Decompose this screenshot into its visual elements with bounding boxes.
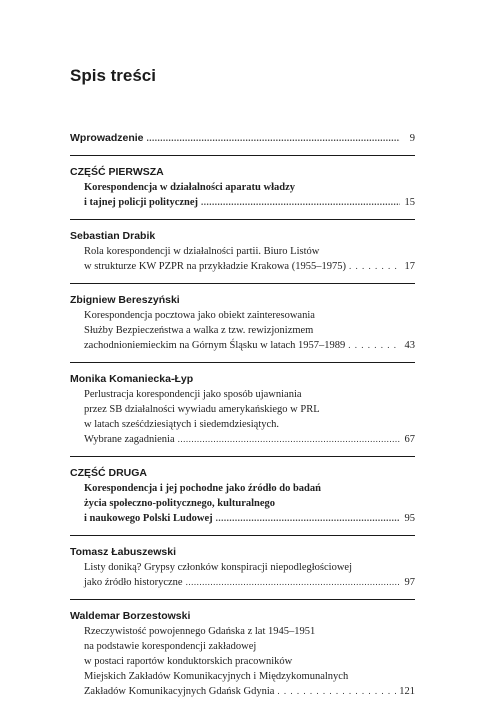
- entry-title-line: Miejskich Zakładów Komunikacyjnych i Międzykomunalnych: [84, 671, 349, 682]
- entry-title-line: Rzeczywistość powojennego Gdańska z lat 1945–1951: [84, 626, 316, 637]
- page-number: 97: [404, 577, 415, 588]
- toc-entry-part-two[interactable]: [70, 466, 415, 536]
- entry-title-text: w strukturze KW PZPR na przykładzie Krakowa (1955–1975): [84, 261, 346, 272]
- entry-title-line: Perlustracja korespondencji jako sposób ujawniania: [84, 389, 302, 400]
- leader-dots: [348, 338, 400, 353]
- author-name: Waldemar Borzestowski: [70, 610, 191, 622]
- entry-title-line-last: [84, 575, 415, 590]
- entry-heading-text: Wprowadzenie: [70, 132, 144, 144]
- toc-entry-komaniecka-lyp[interactable]: [70, 372, 415, 457]
- leader-dots: [178, 432, 400, 447]
- entry-title-text: Wybrane zagadnienia: [84, 434, 175, 445]
- entry-title-line: Listy doniką? Grypsy członków konspiracji niepodległościowej: [84, 562, 352, 573]
- toc-entry-introduction[interactable]: [70, 131, 415, 156]
- leader-dots: [277, 684, 396, 699]
- leader-dots: [147, 131, 400, 146]
- entry-title-line: przez SB działalności wywiadu amerykańskiego w PRL: [84, 404, 320, 415]
- toc-entry-heading: [70, 131, 415, 146]
- entry-title-text: zachodnioniemieckim na Górnym Śląsku w latach 1957–1989: [84, 340, 346, 351]
- leader-dots: [186, 575, 400, 590]
- author-name: Zbigniew Bereszyński: [70, 294, 180, 306]
- table-of-contents: [70, 131, 415, 717]
- entry-title-line-last: [84, 338, 415, 353]
- entry-title-line: Korespondencja w działalności aparatu władzy: [84, 182, 295, 193]
- entry-title-line-last: [84, 511, 415, 526]
- entry-title-line: w latach sześćdziesiątych i siedemdziesiątych.: [84, 419, 280, 430]
- entry-title-text: jako źródło historyczne: [84, 577, 183, 588]
- page-number: 43: [404, 340, 415, 351]
- entry-title-line-last: [84, 684, 415, 699]
- toc-entry-drabik[interactable]: [70, 229, 415, 284]
- entry-title-text: i naukowego Polski Ludowej: [84, 513, 213, 524]
- leader-dots: [216, 511, 400, 526]
- leader-dots: [349, 259, 400, 274]
- entry-title-line: życia społeczno-politycznego, kulturalnego: [84, 498, 276, 509]
- entry-title-line-last: [84, 432, 415, 447]
- page-title: Spis treści: [70, 66, 156, 85]
- entry-title-line: Korespondencja i jej pochodne jako źródło do badań: [84, 483, 321, 494]
- entry-title-line: w postaci raportów konduktorskich pracowników: [84, 656, 293, 667]
- page-number: 95: [404, 513, 415, 524]
- toc-entry-borzestowski[interactable]: [70, 609, 415, 708]
- entry-title-line: Służby Bezpieczeństwa a walka z tzw. rewizjonizmem: [84, 325, 314, 336]
- entry-title-text: Zakładów Komunikacyjnych Gdańsk Gdynia: [84, 686, 275, 697]
- leader-dots: [201, 195, 400, 210]
- author-name: Sebastian Drabik: [70, 230, 156, 242]
- page-number: 121: [399, 686, 415, 697]
- toc-entry-labuszewski[interactable]: [70, 545, 415, 600]
- entry-title-line: na podstawie korespondencji zakładowej: [84, 641, 257, 652]
- page-number: 67: [404, 434, 415, 445]
- entry-title-text: i tajnej policji politycznej: [84, 197, 199, 208]
- part-heading: CZĘŚĆ DRUGA: [70, 467, 148, 479]
- page-number: 9: [409, 133, 415, 144]
- entry-title-line: Rola korespondencji w działalności partii. Biuro Listów: [84, 246, 320, 257]
- entry-title-line-last: [84, 195, 415, 210]
- entry-title-line-last: [84, 259, 415, 274]
- page-number: 17: [404, 261, 415, 272]
- part-heading: CZĘŚĆ PIERWSZA: [70, 166, 164, 178]
- toc-entry-part-one[interactable]: [70, 165, 415, 220]
- page-number: 15: [404, 197, 415, 208]
- toc-entry-bereszynski[interactable]: [70, 293, 415, 363]
- author-name: Monika Komaniecka-Łyp: [70, 373, 194, 385]
- author-name: Tomasz Łabuszewski: [70, 546, 177, 558]
- entry-title-line: Korespondencja pocztowa jako obiekt zainteresowania: [84, 310, 315, 321]
